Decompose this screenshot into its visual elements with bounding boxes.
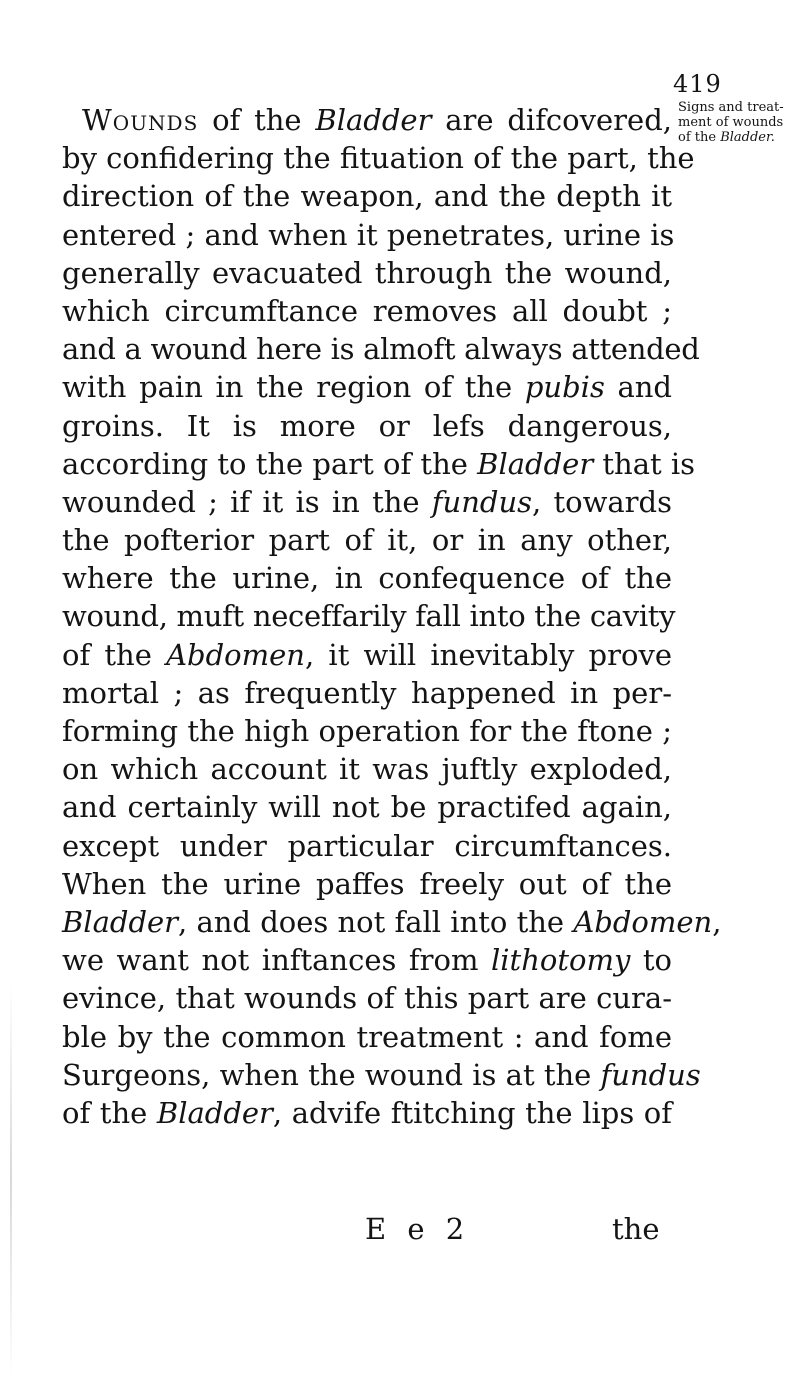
- margin-note-line: Signs and treat-: [678, 100, 784, 115]
- text-line: and a wound here is almoft always attended: [62, 332, 700, 367]
- page-edge-shadow: [10, 980, 12, 1380]
- margin-note-line: ment of wounds: [678, 115, 784, 130]
- signature-mark: E e 2: [365, 1212, 471, 1246]
- text-line: with pain in the region of the pubis and: [62, 370, 672, 405]
- text-line: of the Bladder, advife ftitching the lips of: [62, 1095, 672, 1130]
- text-line: ble by the common treatment : and fome: [62, 1019, 672, 1054]
- text-line: Surgeons, when the wound is at the fundus: [62, 1057, 701, 1092]
- text-line: entered ; and when it penetrates, urine is: [62, 217, 675, 252]
- catchword: the: [612, 1212, 660, 1246]
- text-line: Bladder, and does not fall into the Abdomen,: [62, 904, 722, 939]
- text-line: forming the high operation for the ftone ;: [62, 714, 672, 748]
- text-line: according to the part of the Bladder that is: [62, 446, 696, 481]
- margin-note-line: of the Bladder.: [678, 130, 775, 145]
- text-line: of the Abdomen, it will inevitably prove: [62, 637, 672, 672]
- text-line: evince, that wounds of this part are cura-: [62, 981, 672, 1016]
- text-line: except under particular circumftances.: [62, 828, 672, 863]
- text-line: When the urine paffes freely out of the: [62, 866, 672, 901]
- text-line: which circumftance removes all doubt ;: [62, 293, 672, 328]
- text-line: direction of the weapon, and the depth it: [62, 179, 672, 214]
- text-line: we want not inftances from lithotomy to: [62, 943, 672, 978]
- margin-note: [678, 100, 796, 145]
- page-number: 419: [673, 70, 722, 98]
- text-line: wounded ; if it is in the fundus, towards: [62, 484, 672, 519]
- text-line: by confidering the fituation of the part, the: [62, 141, 695, 176]
- body-text: [62, 101, 722, 1132]
- text-line: wound, muft neceffarily fall into the cavity: [62, 599, 676, 634]
- text-line: Wounds of the Bladder are difcovered,: [82, 103, 672, 137]
- text-line: where the urine, in confequence of the: [62, 561, 672, 596]
- text-line: generally evacuated through the wound,: [62, 255, 672, 290]
- text-line: groins. It is more or lefs dangerous,: [62, 408, 672, 443]
- text-line: and certainly will not be practifed again,: [62, 790, 672, 825]
- text-line: mortal ; as frequently happened in per-: [62, 675, 672, 710]
- text-line: the pofterior part of it, or in any other,: [62, 523, 672, 558]
- text-line: on which account it was juftly exploded,: [62, 752, 672, 787]
